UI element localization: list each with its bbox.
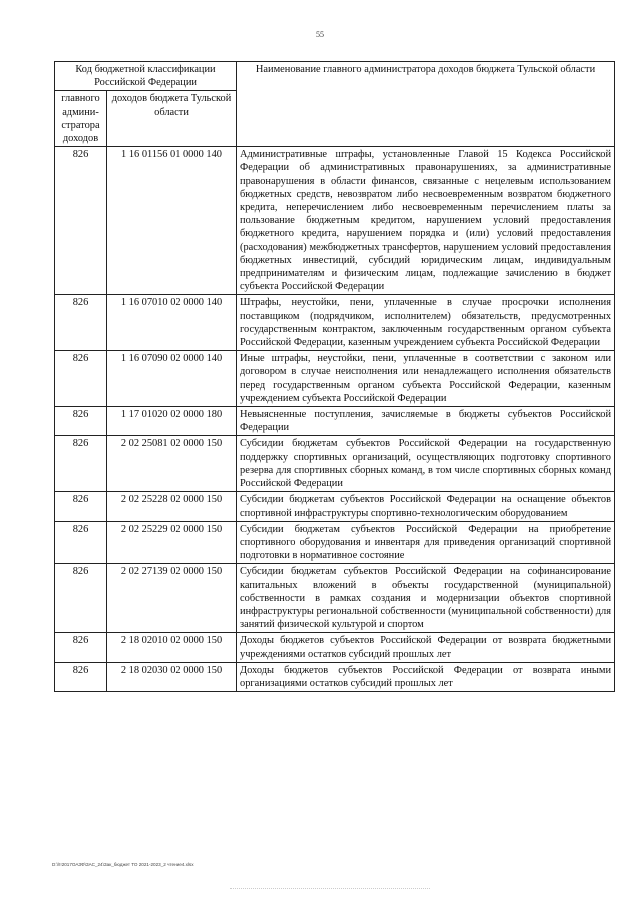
admin-code-cell: 826 bbox=[55, 436, 107, 492]
revenue-name-cell: Субсидии бюджетам субъектов Российской Федерации на государственную поддержку спортивных организаций, осуществляющих подготовку спортивного резерва для спортивных сборных команд, в том числе спортивных сборных команд Российской Федерации bbox=[237, 436, 615, 492]
budget-code-cell: 1 16 07010 02 0000 140 bbox=[107, 295, 237, 351]
header-main-admin: главного админи- стратора доходов bbox=[55, 91, 107, 147]
budget-code-cell: 2 18 02010 02 0000 150 bbox=[107, 633, 237, 662]
admin-code-cell: 826 bbox=[55, 633, 107, 662]
table-row bbox=[55, 407, 615, 436]
admin-code-cell: 826 bbox=[55, 407, 107, 436]
budget-code-cell: 1 16 07090 02 0000 140 bbox=[107, 351, 237, 407]
table-row bbox=[55, 492, 615, 521]
admin-code-cell: 826 bbox=[55, 662, 107, 691]
table-header-row bbox=[55, 62, 615, 91]
admin-code-cell: 826 bbox=[55, 351, 107, 407]
revenue-name-cell: Штрафы, неустойки, пени, уплаченные в случае просрочки исполнения поставщиком (подрядчиком, исполнителем) обязательств, предусмотренных государственным контрактом, заключенным государственным органом субъекта Российской Федерации, казенным учреждением субъекта Российской Федерации bbox=[237, 295, 615, 351]
revenue-name-cell: Субсидии бюджетам субъектов Российской Федерации на софинансирование капитальных вложений в объекты государственной (муниципальной) собственности в рамках создания и модернизации объектов спортивной инфраструктуры региональной собственности (муниципальной собственности) для занятий физической культурой и спортом bbox=[237, 564, 615, 633]
file-path-footer: D:\\!!2017ОАЗФ\ЗАС_24\Зак_бюджет ТО 2021-2023_2 чтение4.xlsx bbox=[52, 862, 194, 867]
admin-code-cell: 826 bbox=[55, 147, 107, 295]
budget-code-cell: 2 02 25229 02 0000 150 bbox=[107, 521, 237, 564]
scan-artifact-line bbox=[230, 888, 430, 892]
table-body bbox=[55, 147, 615, 692]
revenue-name-cell: Невыясненные поступления, зачисляемые в бюджеты субъектов Российской Федерации bbox=[237, 407, 615, 436]
admin-code-cell: 826 bbox=[55, 521, 107, 564]
budget-code-cell: 2 18 02030 02 0000 150 bbox=[107, 662, 237, 691]
table-row bbox=[55, 564, 615, 633]
table-row bbox=[55, 521, 615, 564]
admin-code-cell: 826 bbox=[55, 564, 107, 633]
revenue-name-cell: Субсидии бюджетам субъектов Российской Федерации на оснащение объектов спортивной инфраструктуры спортивно-технологическим оборудованием bbox=[237, 492, 615, 521]
revenue-name-cell: Административные штрафы, установленные Главой 15 Кодекса Российской Федерации об административных правонарушениях, за административные правонарушения в области финансов, связанные с нецелевым использованием бюджетных средств, невозвратом либо несвоевременным возвратом бюджетного кредита, неперечислением либо несвоевременным перечислением платы за пользование бюджетным кредитом, нарушением условий предоставления бюджетного кредита, нарушением порядка и (или) условий предоставления (расходования) межбюджетных трансфертов, нарушением условий предоставления бюджетных инвестиций, субсидий юридическим лицам, индивидуальным предпринимателям и физическим лицам, подлежащие зачислению в бюджет субъекта Российской Федерации bbox=[237, 147, 615, 295]
table-row bbox=[55, 351, 615, 407]
budget-code-cell: 1 17 01020 02 0000 180 bbox=[107, 407, 237, 436]
admin-code-cell: 826 bbox=[55, 295, 107, 351]
table-row bbox=[55, 147, 615, 295]
table-row bbox=[55, 295, 615, 351]
budget-code-cell: 1 16 01156 01 0000 140 bbox=[107, 147, 237, 295]
header-classification-code: Код бюджетной классификации Российской Федерации bbox=[55, 62, 237, 91]
revenue-name-cell: Доходы бюджетов субъектов Российской Федерации от возврата иными организациями остатков субсидий прошлых лет bbox=[237, 662, 615, 691]
revenue-name-cell: Доходы бюджетов субъектов Российской Федерации от возврата бюджетными учреждениями остатков субсидий прошлых лет bbox=[237, 633, 615, 662]
header-revenue: доходов бюджета Тульской области bbox=[107, 91, 237, 147]
revenue-name-cell: Субсидии бюджетам субъектов Российской Федерации на приобретение спортивного оборудования и инвентаря для приведения организаций спортивной подготовки в нормативное состояние bbox=[237, 521, 615, 564]
admin-code-cell: 826 bbox=[55, 492, 107, 521]
table-row bbox=[55, 436, 615, 492]
table-row bbox=[55, 662, 615, 691]
table-row bbox=[55, 633, 615, 662]
header-admin-name: Наименование главного администратора доходов бюджета Тульской области bbox=[237, 62, 615, 147]
budget-code-cell: 2 02 25081 02 0000 150 bbox=[107, 436, 237, 492]
revenue-administrators-table bbox=[54, 61, 615, 692]
budget-code-cell: 2 02 27139 02 0000 150 bbox=[107, 564, 237, 633]
page-number: 55 bbox=[316, 30, 324, 39]
budget-code-cell: 2 02 25228 02 0000 150 bbox=[107, 492, 237, 521]
revenue-name-cell: Иные штрафы, неустойки, пени, уплаченные в соответствии с законом или договором в случае неисполнения или ненадлежащего исполнения обязательств перед государственным органом субъекта Российской Федерации, казенным учреждением субъекта Российской Федерации bbox=[237, 351, 615, 407]
